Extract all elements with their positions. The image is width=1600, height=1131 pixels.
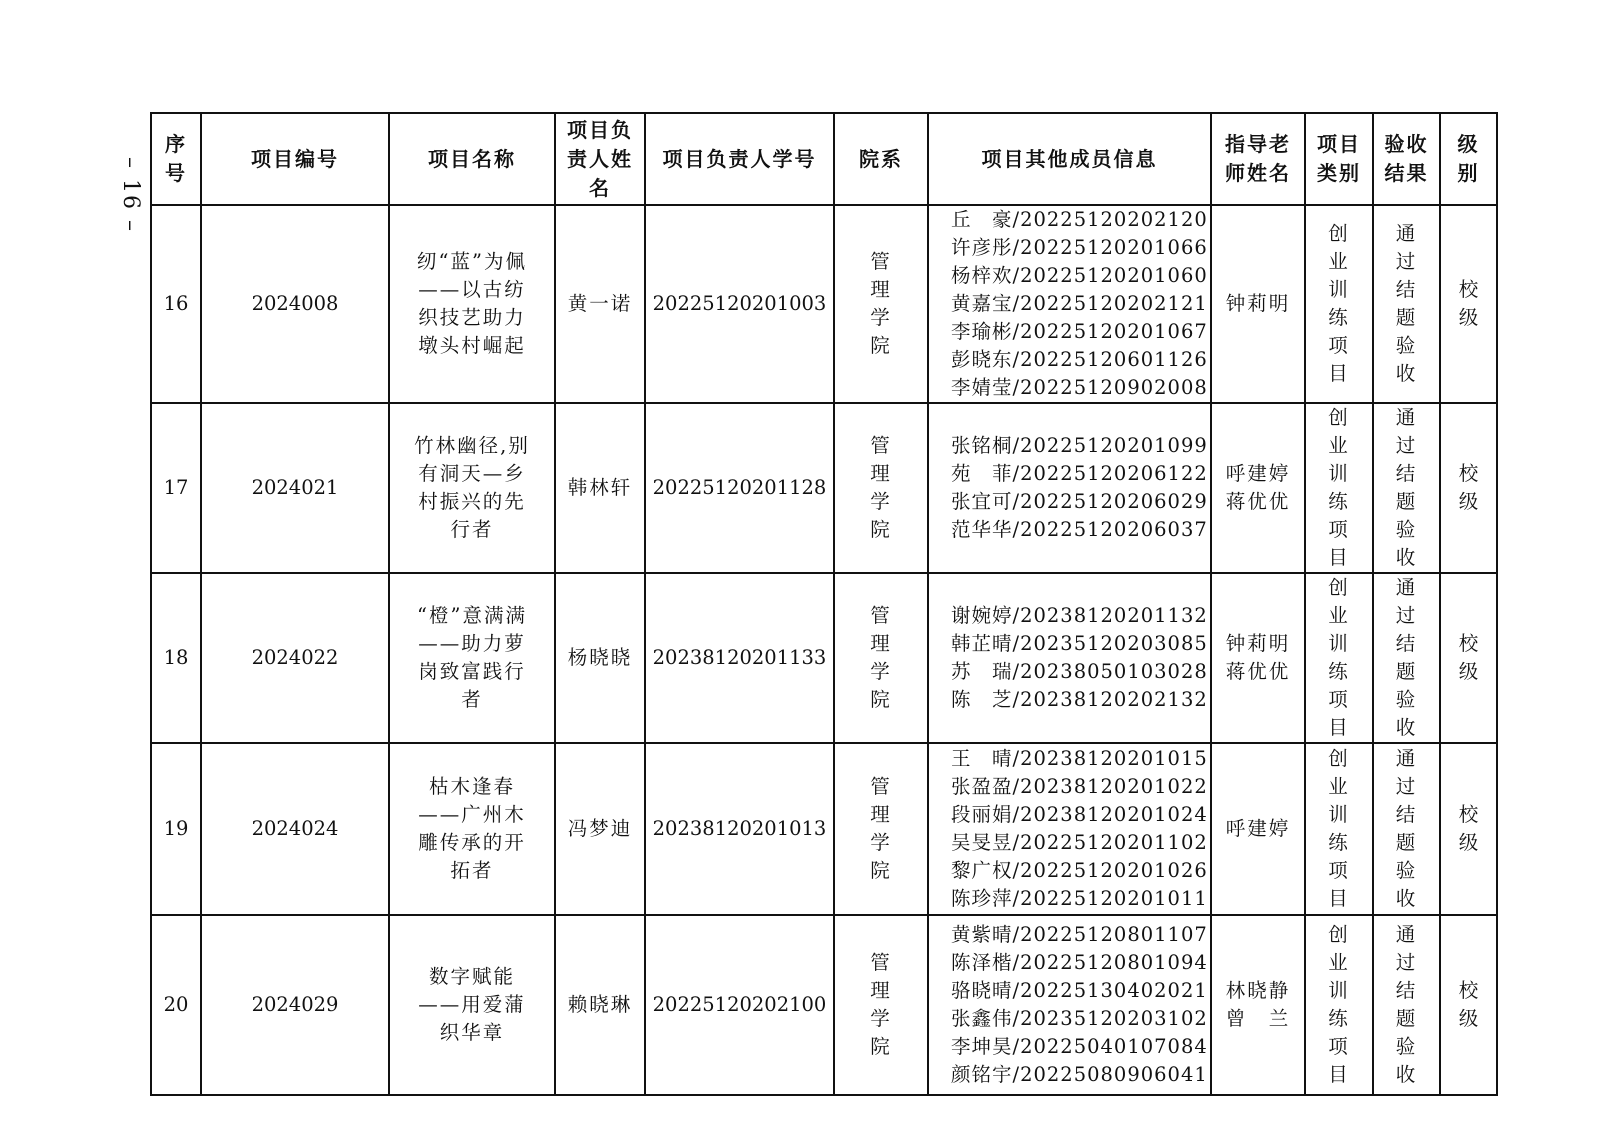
cell-seq: 19 [151, 743, 201, 915]
cell-seq: 16 [151, 205, 201, 403]
table-row [151, 915, 1497, 1095]
cell-level: 校级 [1440, 205, 1497, 403]
cell-department: 管理学院 [834, 573, 928, 743]
cell-leader-id: 20238120201013 [645, 743, 834, 915]
project-table [150, 112, 1498, 1096]
cell-level: 校级 [1440, 403, 1497, 573]
cell-category: 创业训练项目 [1305, 915, 1373, 1095]
cell-leader-name: 黄一诺 [555, 205, 645, 403]
member-entry: 李婧莹/20225120902008 [951, 376, 1208, 399]
advisor-name: 蒋优优 [1225, 660, 1291, 683]
member-entry: 陈 芝/20238120202132 [951, 688, 1208, 711]
advisor-name: 钟莉明 [1225, 632, 1291, 655]
cell-result: 通过结题验收 [1373, 573, 1440, 743]
cell-project-name: 纫“蓝”为佩——以古纺织技艺助力墩头村崛起 [389, 205, 555, 403]
cell-leader-id: 20225120201128 [645, 403, 834, 573]
cell-members [928, 403, 1211, 573]
cell-category: 创业训练项目 [1305, 205, 1373, 403]
cell-level: 校级 [1440, 915, 1497, 1095]
advisor-name: 蒋优优 [1225, 490, 1291, 513]
header-seq: 序号 [151, 113, 201, 205]
cell-department: 管理学院 [834, 205, 928, 403]
header-advisor: 指导老师姓名 [1211, 113, 1305, 205]
member-entry: 黎广权/20225120201026 [951, 859, 1208, 882]
cell-result: 通过结题验收 [1373, 915, 1440, 1095]
member-entry: 许彦彤/20225120201066 [951, 236, 1208, 259]
cell-project-id: 2024021 [201, 403, 389, 573]
cell-level: 校级 [1440, 743, 1497, 915]
cell-members [928, 573, 1211, 743]
cell-department: 管理学院 [834, 915, 928, 1095]
cell-department: 管理学院 [834, 743, 928, 915]
cell-seq: 17 [151, 403, 201, 573]
member-entry: 颜铭宇/20225080906041 [951, 1063, 1208, 1086]
member-entry: 李瑜彬/20225120201067 [951, 320, 1208, 343]
member-entry: 陈珍萍/20225120201011 [951, 887, 1208, 910]
cell-category: 创业训练项目 [1305, 743, 1373, 915]
header-category: 项目类别 [1305, 113, 1373, 205]
header-leader-name: 项目负责人姓名 [555, 113, 645, 205]
cell-members [928, 205, 1211, 403]
cell-members [928, 743, 1211, 915]
member-entry: 王 晴/20238120201015 [951, 747, 1208, 770]
member-entry: 黄嘉宝/20225120202121 [951, 292, 1208, 315]
header-level: 级别 [1440, 113, 1497, 205]
member-entry: 张鑫伟/20235120203102 [951, 1007, 1208, 1030]
table-row [151, 573, 1497, 743]
advisor-name: 曾 兰 [1225, 1007, 1291, 1030]
advisor-name: 钟莉明 [1225, 292, 1291, 315]
header-members: 项目其他成员信息 [928, 113, 1211, 205]
member-entry: 韩芷晴/20235120203085 [951, 632, 1208, 655]
cell-members [928, 915, 1211, 1095]
member-entry: 范华华/20225120206037 [951, 518, 1208, 541]
cell-category: 创业训练项目 [1305, 573, 1373, 743]
table-row [151, 743, 1497, 915]
cell-department: 管理学院 [834, 403, 928, 573]
advisor-name: 林晓静 [1225, 979, 1291, 1002]
cell-project-id: 2024024 [201, 743, 389, 915]
header-project-id: 项目编号 [201, 113, 389, 205]
header-leader-id: 项目负责人学号 [645, 113, 834, 205]
cell-leader-name: 杨晓晓 [555, 573, 645, 743]
member-entry: 吴旻昱/20225120201102 [951, 831, 1208, 854]
member-entry: 段丽娟/20238120201024 [951, 803, 1208, 826]
cell-result: 通过结题验收 [1373, 205, 1440, 403]
cell-leader-name: 赖晓琳 [555, 915, 645, 1095]
header-department: 院系 [834, 113, 928, 205]
cell-result: 通过结题验收 [1373, 743, 1440, 915]
cell-leader-name: 韩林轩 [555, 403, 645, 573]
cell-leader-name: 冯梦迪 [555, 743, 645, 915]
member-entry: 苏 瑞/20238050103028 [951, 660, 1208, 683]
member-entry: 丘 豪/20225120202120 [951, 208, 1208, 231]
member-entry: 张宜可/20225120206029 [951, 490, 1208, 513]
cell-advisor [1211, 573, 1305, 743]
cell-seq: 18 [151, 573, 201, 743]
cell-advisor [1211, 205, 1305, 403]
member-entry: 杨梓欢/20225120201060 [951, 264, 1208, 287]
member-entry: 谢婉婷/20238120201132 [951, 604, 1208, 627]
cell-project-name: 数字赋能——用爱蒲织华章 [389, 915, 555, 1095]
cell-project-name: 枯木逢春——广州木雕传承的开拓者 [389, 743, 555, 915]
member-entry: 李坤昊/20225040107084 [951, 1035, 1208, 1058]
cell-project-id: 2024029 [201, 915, 389, 1095]
cell-result: 通过结题验收 [1373, 403, 1440, 573]
header-result: 验收结果 [1373, 113, 1440, 205]
cell-project-name: “橙”意满满——助力萝岗致富践行者 [389, 573, 555, 743]
page-number: – 16 – [118, 157, 144, 233]
cell-level: 校级 [1440, 573, 1497, 743]
member-entry: 张铭桐/20225120201099 [951, 434, 1208, 457]
cell-seq: 20 [151, 915, 201, 1095]
cell-project-id: 2024008 [201, 205, 389, 403]
member-entry: 骆晓晴/20225130402021 [951, 979, 1208, 1002]
cell-advisor [1211, 915, 1305, 1095]
cell-advisor [1211, 403, 1305, 573]
cell-category: 创业训练项目 [1305, 403, 1373, 573]
table-header-row [151, 113, 1497, 205]
table-row [151, 205, 1497, 403]
member-entry: 张盈盈/20238120201022 [951, 775, 1208, 798]
member-entry: 苑 菲/20225120206122 [951, 462, 1208, 485]
cell-leader-id: 20238120201133 [645, 573, 834, 743]
cell-project-name: 竹林幽径,别有洞天—乡村振兴的先行者 [389, 403, 555, 573]
cell-leader-id: 20225120202100 [645, 915, 834, 1095]
header-project-name: 项目名称 [389, 113, 555, 205]
advisor-name: 呼建婷 [1225, 462, 1291, 485]
table-row [151, 403, 1497, 573]
cell-leader-id: 20225120201003 [645, 205, 834, 403]
cell-project-id: 2024022 [201, 573, 389, 743]
advisor-name: 呼建婷 [1225, 817, 1291, 840]
cell-advisor [1211, 743, 1305, 915]
member-entry: 彭晓东/20225120601126 [951, 348, 1208, 371]
member-entry: 陈泽楷/20225120801094 [951, 951, 1208, 974]
member-entry: 黄紫晴/20225120801107 [951, 923, 1208, 946]
